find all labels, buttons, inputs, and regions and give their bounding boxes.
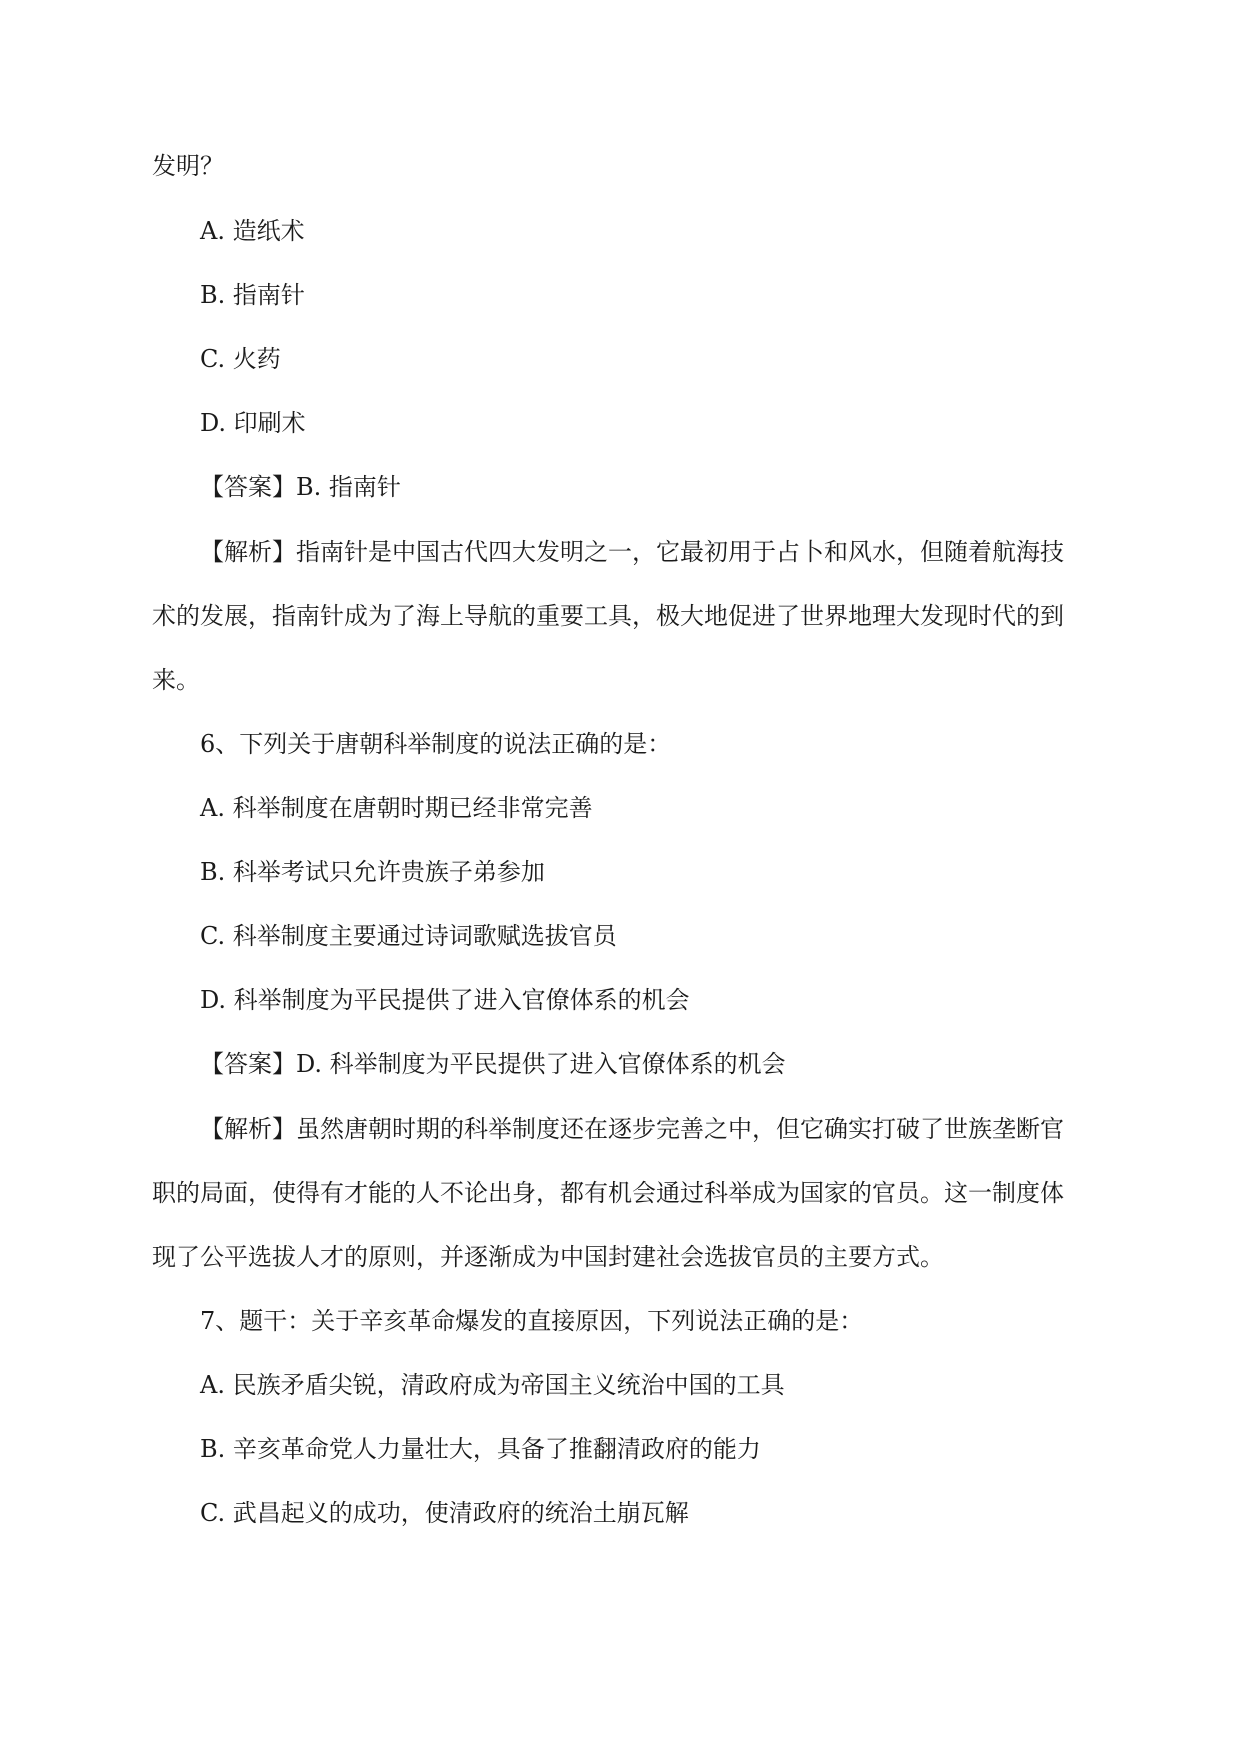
q6-analysis-line-3: 现了公平选拔人才的原则，并逐渐成为中国封建社会选拔官员的主要方式。 — [152, 1243, 944, 1271]
q5-stem-tail: 发明？ — [152, 152, 224, 180]
q7-option-b: B. 辛亥革命党人力量壮大，具备了推翻清政府的能力 — [200, 1435, 761, 1463]
q6-analysis-line-2: 职的局面，使得有才能的人不论出身，都有机会通过科举成为国家的官员。这一制度体 — [152, 1179, 1064, 1207]
q6-analysis-line-1: 【解析】虽然唐朝时期的科举制度还在逐步完善之中，但它确实打破了世族垄断官 — [200, 1115, 1064, 1143]
q5-option-a: A. 造纸术 — [200, 217, 305, 245]
q6-option-c: C. 科举制度主要通过诗词歌赋选拔官员 — [200, 922, 617, 950]
q5-option-b: B. 指南针 — [200, 281, 305, 309]
q5-analysis-line-3: 来。 — [152, 666, 200, 694]
q5-option-d: D. 印刷术 — [200, 409, 306, 437]
q6-option-d: D. 科举制度为平民提供了进入官僚体系的机会 — [200, 986, 690, 1014]
q6-stem: 6、下列关于唐朝科举制度的说法正确的是： — [200, 730, 672, 758]
q6-option-a: A. 科举制度在唐朝时期已经非常完善 — [200, 794, 593, 822]
q5-option-c: C. 火药 — [200, 345, 281, 373]
q5-analysis-line-2: 术的发展，指南针成为了海上导航的重要工具，极大地促进了世界地理大发现时代的到 — [152, 602, 1064, 630]
q7-stem: 7、题干：关于辛亥革命爆发的直接原因，下列说法正确的是： — [200, 1307, 864, 1335]
q6-option-b: B. 科举考试只允许贵族子弟参加 — [200, 858, 545, 886]
q5-analysis-line-1: 【解析】指南针是中国古代四大发明之一，它最初用于占卜和风水，但随着航海技 — [200, 538, 1064, 566]
q6-answer: 【答案】D. 科举制度为平民提供了进入官僚体系的机会 — [200, 1050, 786, 1078]
q7-option-c: C. 武昌起义的成功，使清政府的统治土崩瓦解 — [200, 1499, 689, 1527]
q7-option-a: A. 民族矛盾尖锐，清政府成为帝国主义统治中国的工具 — [200, 1371, 785, 1399]
q5-answer: 【答案】B. 指南针 — [200, 473, 401, 501]
